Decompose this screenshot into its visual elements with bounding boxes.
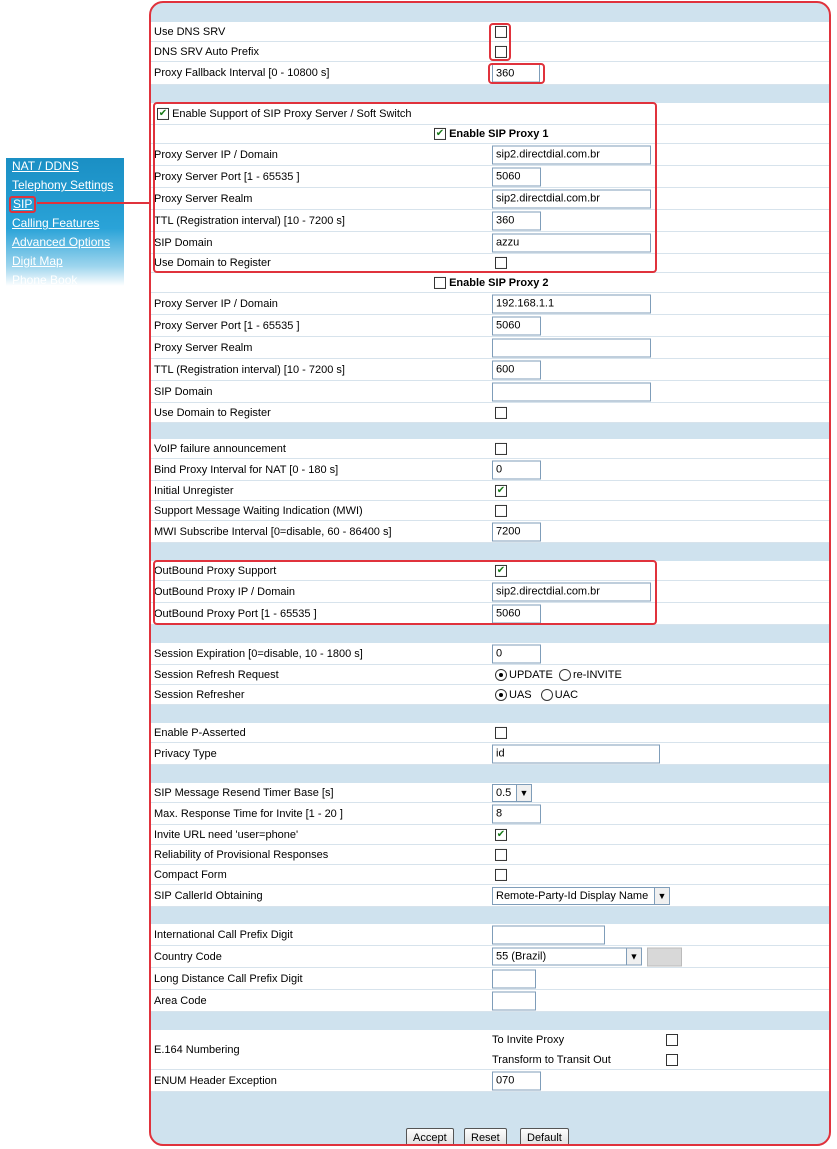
long-distance-label: Long Distance Call Prefix Digit: [154, 972, 303, 985]
long-distance-row: [151, 968, 829, 990]
default-button[interactable]: Default: [520, 1128, 569, 1146]
area-code-row: [151, 990, 829, 1012]
country-code-row: [151, 946, 829, 968]
proxy1-server-port-input[interactable]: [492, 167, 541, 186]
to-invite-proxy-label: To Invite Proxy: [492, 1034, 565, 1046]
intl-prefix-input[interactable]: [492, 925, 605, 944]
refresher-uas-label: UAS: [509, 688, 532, 701]
mwi-support-row: [151, 501, 829, 521]
proxy2-server-ip-label: Proxy Server IP / Domain: [154, 297, 278, 310]
country-code-extra-field: [647, 947, 682, 966]
proxy2-ttl-input[interactable]: [492, 360, 541, 379]
compact-form-label: Compact Form: [154, 868, 227, 881]
mwi-interval-label: MWI Subscribe Interval [0=disable, 60 - 86400 s]: [154, 525, 392, 538]
proxy2-sip-domain-label: SIP Domain: [154, 385, 213, 398]
proxy2-ttl-row: [151, 359, 829, 381]
proxy2-use-domain-label: Use Domain to Register: [154, 406, 271, 419]
nav-item-advanced-options[interactable]: Advanced Options: [12, 235, 111, 249]
proxy2-realm-input[interactable]: [492, 338, 651, 357]
reliability-row: [151, 845, 829, 865]
enum-header-label: ENUM Header Exception: [154, 1074, 277, 1087]
proxy-fallback-input[interactable]: [492, 64, 540, 83]
proxy2-sip-domain-row: [151, 381, 829, 403]
country-code-select[interactable]: [492, 948, 642, 966]
chevron-down-icon: ▼: [516, 785, 531, 801]
refresh-reinvite-label: re-INVITE: [572, 668, 622, 681]
callerid-select[interactable]: [492, 887, 670, 905]
outbound-ip-label: OutBound Proxy IP / Domain: [154, 585, 296, 598]
proxy1-sip-domain-input[interactable]: [492, 233, 651, 252]
proxy1-ttl-label: TTL (Registration interval) [10 - 7200 s]: [154, 214, 345, 227]
proxy1-server-port-label: Proxy Server Port [1 - 65535 ]: [154, 170, 300, 183]
voip-failure-checkbox[interactable]: [495, 443, 507, 455]
sip-settings-panel: [149, 1, 831, 1146]
proxy1-use-domain-checkbox[interactable]: [495, 257, 507, 269]
outbound-ip-row: [151, 581, 829, 603]
voip-failure-label: VoIP failure announcement: [154, 442, 286, 455]
enum-header-input[interactable]: [492, 1071, 541, 1090]
session-refresh-request-row: [151, 665, 829, 685]
outbound-support-checkbox[interactable]: [495, 565, 507, 577]
reliability-label: Reliability of Provisional Responses: [154, 848, 329, 861]
proxy1-server-ip-row: [151, 144, 829, 166]
proxy2-header-row: [151, 273, 829, 293]
compact-form-checkbox[interactable]: [495, 869, 507, 881]
outbound-support-label: OutBound Proxy Support: [154, 564, 277, 577]
use-dns-srv-checkbox[interactable]: [495, 26, 507, 38]
area-code-label: Area Code: [154, 994, 207, 1007]
dns-srv-auto-prefix-checkbox[interactable]: [495, 46, 507, 58]
proxy1-realm-input[interactable]: [492, 189, 651, 208]
proxy2-server-ip-row: [151, 293, 829, 315]
privacy-type-row: [151, 743, 829, 765]
max-response-label: Max. Response Time for Invite [1 - 20 ]: [154, 807, 343, 820]
proxy1-ttl-row: [151, 210, 829, 232]
e164-label: E.164 Numbering: [154, 1043, 240, 1056]
proxy1-header-row: [151, 125, 829, 144]
p-asserted-row: [151, 723, 829, 743]
enable-proxy-support-row: [151, 103, 829, 125]
session-refresher-label: Session Refresher: [154, 688, 245, 701]
refresh-reinvite-radio[interactable]: [559, 669, 571, 681]
enum-header-row: [151, 1070, 829, 1092]
proxy2-server-port-label: Proxy Server Port [1 - 65535 ]: [154, 319, 300, 332]
session-expiration-label: Session Expiration [0=disable, 10 - 1800 s]: [154, 647, 363, 660]
user-phone-checkbox[interactable]: [495, 829, 507, 841]
left-nav: [6, 158, 124, 286]
highlight-connector: [37, 202, 151, 204]
nav-item-digit-map[interactable]: Digit Map: [12, 254, 63, 268]
resend-timer-label: SIP Message Resend Timer Base [s]: [154, 786, 334, 799]
max-response-row: [151, 803, 829, 825]
compact-form-row: [151, 865, 829, 885]
long-distance-input[interactable]: [492, 969, 536, 988]
callerid-row: [151, 885, 829, 907]
transform-transit-checkbox[interactable]: [666, 1054, 678, 1066]
mwi-interval-row: [151, 521, 829, 543]
proxy2-server-ip-input[interactable]: [492, 294, 651, 313]
p-asserted-checkbox[interactable]: [495, 727, 507, 739]
user-phone-label: Invite URL need 'user=phone': [154, 828, 299, 841]
proxy2-realm-row: [151, 337, 829, 359]
use-dns-srv-row: [151, 22, 829, 42]
dns-srv-auto-prefix-row: [151, 42, 829, 62]
proxy-fallback-label: Proxy Fallback Interval [0 - 10800 s]: [154, 67, 330, 79]
mwi-interval-input[interactable]: [492, 522, 541, 541]
proxy2-server-port-input[interactable]: [492, 316, 541, 335]
resend-timer-value: 0.5: [496, 786, 512, 799]
proxy2-title: Enable SIP Proxy 2: [449, 276, 549, 289]
proxy1-ttl-input[interactable]: [492, 211, 541, 230]
e164-row: [151, 1030, 829, 1070]
session-expiration-row: [151, 643, 829, 665]
proxy-fallback-row: [151, 62, 829, 85]
outbound-support-row: [151, 561, 829, 581]
outbound-port-input[interactable]: [492, 604, 541, 623]
session-expiration-input[interactable]: [492, 644, 541, 663]
enable-proxy-support-label: Enable Support of SIP Proxy Server / Soft Switch: [172, 107, 412, 120]
proxy1-sip-domain-label: SIP Domain: [154, 236, 213, 249]
proxy1-server-ip-label: Proxy Server IP / Domain: [154, 148, 278, 161]
accept-button[interactable]: Accept: [406, 1128, 454, 1146]
proxy1-realm-row: [151, 188, 829, 210]
nav-item-calling-features[interactable]: Calling Features: [12, 216, 100, 230]
country-code-label: Country Code: [154, 950, 222, 963]
bind-proxy-label: Bind Proxy Interval for NAT [0 - 180 s]: [154, 463, 339, 476]
refresher-uas-radio[interactable]: [495, 689, 507, 701]
proxy2-use-domain-row: [151, 403, 829, 423]
refresh-update-radio[interactable]: [495, 669, 507, 681]
nav-item-sip[interactable]: SIP: [9, 196, 36, 213]
intl-prefix-label: International Call Prefix Digit: [154, 928, 293, 941]
to-invite-proxy-checkbox[interactable]: [666, 1034, 678, 1046]
enable-proxy1-checkbox[interactable]: [434, 128, 446, 140]
transform-transit-label: Transform to Transit Out: [492, 1054, 611, 1066]
proxy1-title: Enable SIP Proxy 1: [449, 127, 549, 140]
enable-proxy-support-checkbox[interactable]: [157, 108, 169, 120]
reliability-checkbox[interactable]: [495, 849, 507, 861]
voip-failure-row: [151, 439, 829, 459]
proxy2-ttl-label: TTL (Registration interval) [10 - 7200 s]: [154, 363, 345, 376]
area-code-input[interactable]: [492, 991, 536, 1010]
proxy2-server-port-row: [151, 315, 829, 337]
mwi-support-checkbox[interactable]: [495, 505, 507, 517]
chevron-down-icon: ▼: [654, 888, 669, 904]
refresh-update-label: UPDATE: [509, 668, 553, 681]
max-response-input[interactable]: [492, 804, 541, 823]
proxy2-realm-label: Proxy Server Realm: [154, 341, 253, 354]
nav-item-telephony-settings[interactable]: Telephony Settings: [12, 178, 114, 192]
initial-unregister-row: [151, 481, 829, 501]
bind-proxy-input[interactable]: [492, 460, 541, 479]
proxy1-server-port-row: [151, 166, 829, 188]
use-dns-srv-label: Use DNS SRV: [154, 25, 226, 38]
outbound-port-row: [151, 603, 829, 625]
refresher-uac-label: UAC: [554, 688, 579, 701]
callerid-label: SIP CallerId Obtaining: [154, 889, 263, 902]
proxy1-sip-domain-row: [151, 232, 829, 254]
resend-timer-select[interactable]: [492, 784, 532, 802]
refresher-uac-radio[interactable]: [541, 689, 553, 701]
privacy-type-input[interactable]: [492, 744, 660, 763]
privacy-type-label: Privacy Type: [154, 747, 217, 760]
session-refresher-row: [151, 685, 829, 705]
proxy1-use-domain-label: Use Domain to Register: [154, 257, 271, 269]
chevron-down-icon: ▼: [626, 949, 641, 965]
dns-srv-auto-prefix-label: DNS SRV Auto Prefix: [154, 45, 259, 58]
outbound-ip-input[interactable]: [492, 582, 651, 601]
proxy1-use-domain-row: [151, 254, 829, 273]
p-asserted-label: Enable P-Asserted: [154, 726, 246, 739]
proxy2-sip-domain-input[interactable]: [492, 382, 651, 401]
proxy2-use-domain-checkbox[interactable]: [495, 407, 507, 419]
initial-unregister-checkbox[interactable]: [495, 485, 507, 497]
intl-prefix-row: [151, 924, 829, 946]
mwi-support-label: Support Message Waiting Indication (MWI): [154, 504, 363, 517]
outbound-port-label: OutBound Proxy Port [1 - 65535 ]: [154, 607, 317, 620]
enable-proxy2-checkbox[interactable]: [434, 277, 446, 289]
nav-item-nat-ddns[interactable]: NAT / DDNS: [12, 159, 79, 173]
callerid-value: Remote-Party-Id Display Name: [496, 889, 649, 902]
user-phone-row: [151, 825, 829, 845]
proxy1-server-ip-input[interactable]: [492, 145, 651, 164]
initial-unregister-label: Initial Unregister: [154, 484, 234, 497]
country-code-value: 55 (Brazil): [496, 950, 547, 963]
nav-item-phone-book[interactable]: Phone Book: [12, 273, 78, 287]
bind-proxy-row: [151, 459, 829, 481]
reset-button[interactable]: Reset: [464, 1128, 507, 1146]
resend-timer-row: [151, 783, 829, 803]
session-refresh-request-label: Session Refresh Request: [154, 668, 279, 681]
proxy1-realm-label: Proxy Server Realm: [154, 192, 253, 205]
